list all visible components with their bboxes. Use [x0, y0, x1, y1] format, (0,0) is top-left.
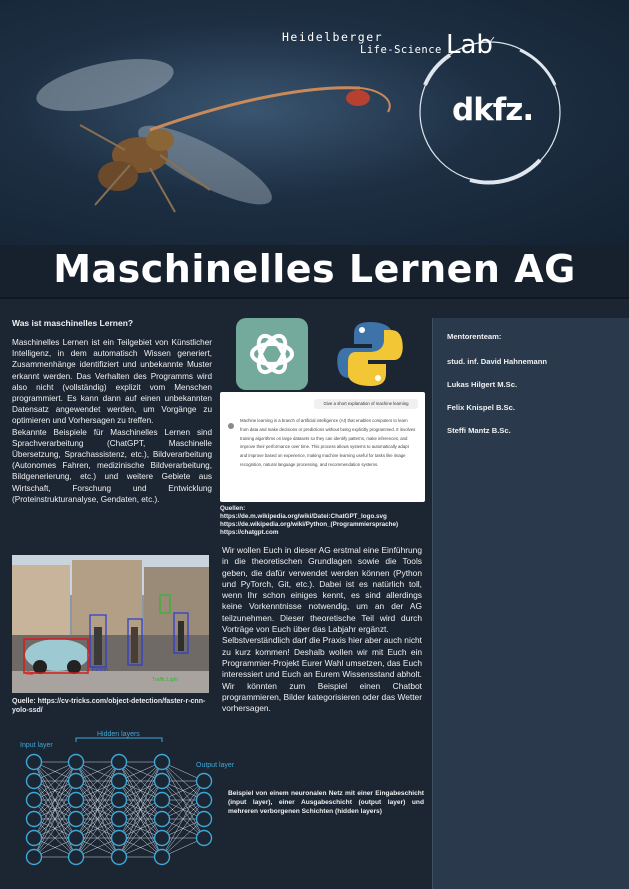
hidden-layers-label: Hidden layers [97, 731, 140, 738]
network-node [197, 774, 212, 789]
sources-label: Quellen: [220, 505, 246, 512]
network-node [155, 774, 170, 789]
python-snakes-icon [334, 318, 406, 390]
network-node [197, 831, 212, 846]
lab-name-line2: Life-Science [360, 44, 442, 56]
mentor-name: Steffi Mantz B.Sc. [447, 426, 511, 435]
mentor-name: Lukas Hilgert M.Sc. [447, 380, 518, 389]
mosquito-illustration [32, 49, 390, 218]
network-node [69, 812, 84, 827]
page-title: Maschinelles Lernen AG [53, 247, 576, 291]
object-detection-photo [12, 555, 209, 693]
assistant-avatar-icon [228, 423, 234, 429]
network-node [27, 831, 42, 846]
source-link[interactable]: https://chatgpt.com [220, 529, 279, 536]
network-caption: Beispiel von einem neuronalen Netz mit einer Eingabeschicht (input layer), einer Ausgabeschicht (output layer) und mehreren verborgenen Schichten (hidden layers) [228, 790, 424, 815]
left-column [12, 318, 212, 505]
source-link[interactable]: https://de.m.wikipedia.org/wiki/Datei:ChatGPT_logo.svg [220, 513, 387, 520]
network-node [112, 812, 127, 827]
examples-paragraph: Bekannte Beispiele für Maschinelles Lernen sind Sprachverarbeitung (ChatGPT, Maschinelle Übersetzung, Sprachassistenz, etc.), Bildverarbeitung (Autonomes Fahren, medizinische Bildverarbeitung, Bildgenerierung, etc.) und weitere Gebiete aus Wirtschaft, Forschung und Entwicklung (Proteinstrukturanalyse, Gendaten, etc.). [12, 427, 212, 504]
dkfz-logo: dkfz. [452, 92, 534, 128]
network-node [69, 755, 84, 770]
network-node [27, 774, 42, 789]
chat-prompt: Give a short explanation of machine learning [314, 399, 418, 409]
python-logo [334, 318, 406, 390]
sources-block [220, 505, 425, 537]
network-node [155, 812, 170, 827]
network-node [69, 774, 84, 789]
center-text [222, 545, 422, 714]
header-banner [0, 0, 629, 245]
network-node [112, 793, 127, 808]
hidden-layers-bracket [76, 738, 162, 742]
network-node [69, 793, 84, 808]
network-node [155, 755, 170, 770]
chat-answer: Machine learning is a branch of artificial intelligence (AI) that enables computers to learn from data and make decisions or predictions without being explicitly programmed. It involves training algorithms on large datasets so they can identify patterns, make inferences, and improve their performance over time. This process allows systems to automatically adapt and improve based on experience, making machine learning useful for tasks like image recognition, natural language processing, and recommendation systems. [240, 418, 416, 467]
network-node [27, 755, 42, 770]
intro-ag-paragraph: Wir wollen Euch in dieser AG erstmal eine Einführung in die theoretischen Grundlagen sowie die Tools geben, die dafür verwendet werden können (Python und PyTorch, Git, etc.). Dabei ist es natürlich toll, wenn Ihr schon einiges kennt, es sind allerdings keine Vorkenntnisse notwendig, um an der AG teilzunehmen. Dieser theoretische Teil wird durch Vorträge von Euch über das Labjahr ergänzt. [222, 545, 422, 635]
network-node [27, 793, 42, 808]
network-node [69, 850, 84, 865]
network-node [155, 793, 170, 808]
lab-name-word: Lab [446, 30, 493, 60]
output-layer-label: Output layer [196, 762, 235, 769]
section-heading: Was ist maschinelles Lernen? [12, 318, 134, 328]
car-label: Car [26, 671, 35, 677]
network-node [69, 831, 84, 846]
mentor-name: stud. inf. David Hahnemann [447, 357, 547, 366]
network-node [27, 812, 42, 827]
network-node [112, 850, 127, 865]
network-connection [162, 800, 204, 857]
network-node [27, 850, 42, 865]
source-link[interactable]: https://de.wikipedia.org/wiki/Python_(Programmiersprache) [220, 521, 399, 528]
intro-paragraph: Maschinelles Lernen ist ein Teilgebiet von Künstlicher Intelligenz, in dem automatisch Wissen generiert, Zusammenhänge identifiziert und unbekannte Muster erkannt werden. Das Verhalten des Programms wird also nicht (vollständig) explizit vom Menschen programmiert. Es kann dann auf einen unbekannten Datensatz angewendet werden, um Vorgänge zu optimieren und Vorhersagen zu treffen. [12, 338, 212, 426]
photo-source-caption: Quelle: https://cv-tricks.com/object-detection/faster-r-cnn-yolo-ssd/ [12, 698, 206, 714]
neural-network-diagram [14, 728, 246, 870]
chatgpt-screenshot [220, 392, 425, 502]
mentor-heading: Mentorenteam: [447, 332, 502, 341]
network-node [197, 812, 212, 827]
network-node [155, 831, 170, 846]
lab-name-line1: Heidelberger [282, 30, 384, 44]
traffic-light-label: Traffic Light [152, 677, 178, 683]
person-label: Person [92, 667, 108, 673]
network-node [112, 831, 127, 846]
network-node [197, 793, 212, 808]
network-node [155, 850, 170, 865]
mentor-name: Felix Knispel B.Sc. [447, 403, 515, 412]
input-layer-label: Input layer [20, 742, 53, 749]
network-node [112, 755, 127, 770]
title-divider [0, 297, 629, 299]
openai-knot-icon [236, 318, 308, 390]
project-paragraph: Selbstverständlich darf die Praxis hier aber auch nicht zu kurz kommen! Deshalb wollen wir mit Euch ein Programmier-Projekt Eurer Wahl umsetzen, das Euch interessiert und Euch an Eurem Wissensstand abholt. Wir könnten zum Beispiel einen Chatbot programmieren, Bilder kategorisieren oder das Wetter vorhersagen. [222, 635, 422, 714]
chatgpt-logo [236, 318, 308, 390]
network-node [112, 774, 127, 789]
